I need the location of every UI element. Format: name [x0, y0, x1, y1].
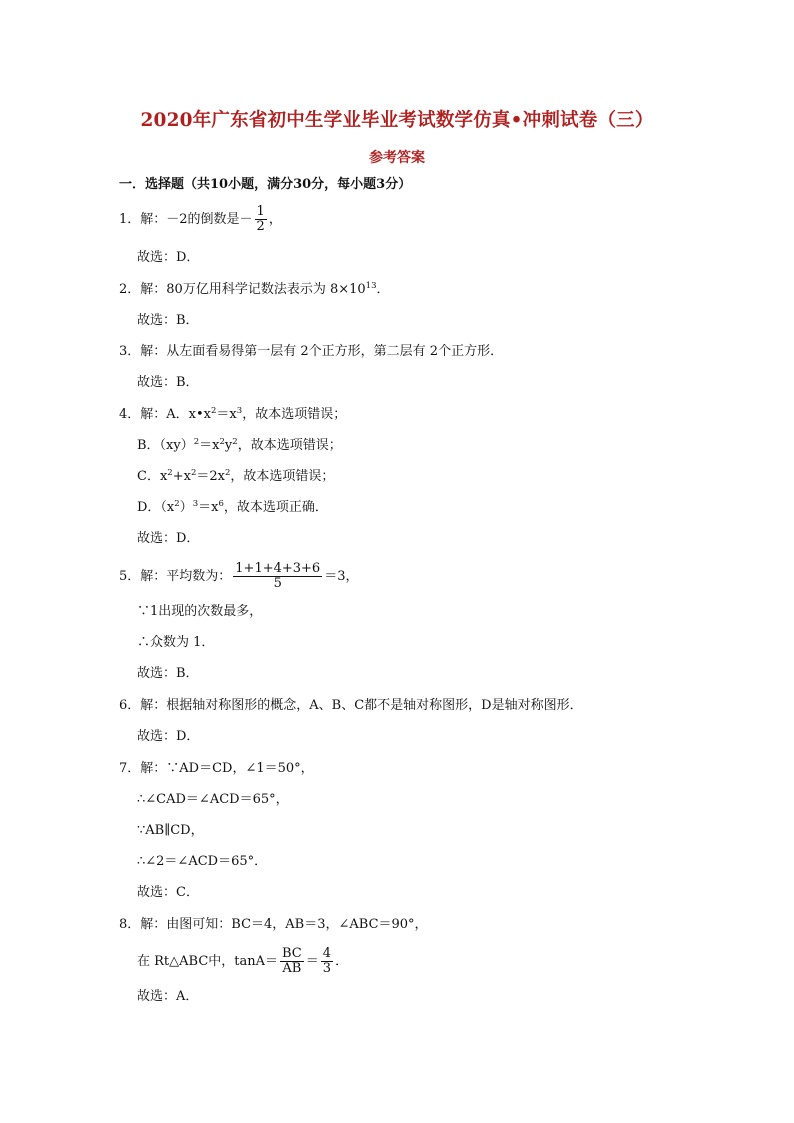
answer-4-option-a [119, 405, 346, 425]
expression: D．（x [137, 500, 175, 515]
answer-5-conclusion: 故选：B． [137, 666, 199, 681]
expression: ，故本选项错误； [230, 469, 335, 484]
exponent: 2 [193, 437, 200, 447]
fraction [321, 947, 333, 976]
expression: ＝ [305, 954, 319, 969]
exponent: 2 [219, 437, 225, 447]
expression: +x [172, 469, 191, 484]
fraction-denominator: 2 [256, 219, 265, 234]
answer-5-result: ∴众数为 1． [137, 635, 215, 650]
answer-5-reason: ∵1出现的次数最多， [137, 604, 263, 619]
exponent: 2 [174, 499, 180, 509]
answer-2-conclusion: 故选：B． [137, 313, 199, 328]
expression: ＝3， [324, 569, 359, 584]
fraction-denominator: AB [282, 961, 302, 976]
exponent: 3 [192, 499, 199, 509]
exponent: 6 [218, 499, 224, 509]
expression: 在 Rt△ABC中，tanA＝ [137, 954, 279, 969]
exponent: 2 [232, 437, 238, 447]
punctuation: ． [376, 282, 390, 297]
answer-3: 3．解：从左面看易得第一层有 2个正方形，第二层有 2个正方形． [119, 344, 504, 359]
expression: ＝x [216, 407, 237, 422]
expression: ＝2x [196, 469, 225, 484]
expression: ） [179, 500, 193, 515]
punctuation: ． [335, 954, 349, 969]
fraction-numerator: 1 [256, 204, 265, 219]
fraction [255, 205, 267, 234]
answer-4-option-c [137, 467, 334, 487]
answer-2-text: 2．解：80万亿用科学记数法表示为 8×10 [119, 282, 366, 297]
fraction-numerator: BC [282, 946, 302, 961]
fraction-numerator: 4 [322, 946, 332, 961]
expression: ＝x [198, 500, 219, 515]
answer-4-option-b [137, 436, 342, 456]
answer-7-step-4: ∴∠2＝∠ACD＝65°． [137, 854, 268, 869]
fraction [233, 562, 322, 591]
fraction-denominator: 3 [322, 961, 332, 976]
answer-6: 6．解：根据轴对称图形的概念，A、B、C都不是轴对称图形，D是轴对称图形． [119, 698, 583, 713]
answer-8-step-2 [137, 947, 348, 976]
fraction-denominator: 5 [273, 576, 282, 591]
fraction-numerator: 1+1+4+3+6 [235, 561, 321, 576]
exponent: 2 [224, 468, 231, 478]
answer-1-conclusion: 故选：D． [137, 250, 200, 265]
answer-1-text: 1．解：－2的倒数是－ [119, 212, 253, 227]
answer-7: 7．解：∵AD＝CD，∠1＝50°， [119, 761, 314, 776]
expression: B．（xy） [137, 438, 194, 453]
exponent: 2 [211, 406, 217, 416]
expression: ＝x [199, 438, 220, 453]
expression: ，故本选项正确． [223, 500, 328, 515]
page-title: 2020年广东省初中生学业毕业考试数学仿真•冲刺试卷（三） [140, 110, 654, 131]
answer-6-conclusion: 故选：D． [137, 729, 200, 744]
answer-5 [119, 562, 359, 591]
expression: ，故本选项错误； [242, 407, 347, 422]
answer-4-conclusion: 故选：D． [137, 531, 200, 546]
answer-7-step-2: ∴∠CAD＝∠ACD＝65°， [137, 792, 289, 807]
expression: ，故本选项错误； [237, 438, 342, 453]
exponent: 2 [190, 468, 197, 478]
answer-4-option-d [137, 498, 328, 518]
expression: y [224, 438, 233, 453]
answer-7-step-3: ∵AB∥CD， [137, 823, 204, 838]
page-subtitle: 参考答案 [369, 150, 425, 166]
exponent: 2 [167, 468, 173, 478]
section-heading: 一．选择题（共10小题，满分30分，每小题3分） [119, 177, 412, 192]
exponent: 3 [236, 406, 243, 416]
answer-5-text: 5．解：平均数为： [119, 569, 232, 584]
punctuation: ， [268, 212, 282, 227]
expression: 4．解：A．x•x [119, 407, 211, 422]
fraction [280, 947, 304, 976]
answer-8: 8．解：由图可知：BC＝4，AB＝3，∠ABC＝90°， [119, 917, 428, 932]
exponent: 13 [365, 281, 377, 291]
answer-1 [119, 205, 282, 234]
answer-2 [119, 280, 390, 300]
answer-3-conclusion: 故选：B． [137, 375, 199, 390]
answer-8-conclusion: 故选：A． [137, 989, 199, 1004]
answer-7-conclusion: 故选：C． [137, 885, 199, 900]
expression: C．x [137, 469, 168, 484]
